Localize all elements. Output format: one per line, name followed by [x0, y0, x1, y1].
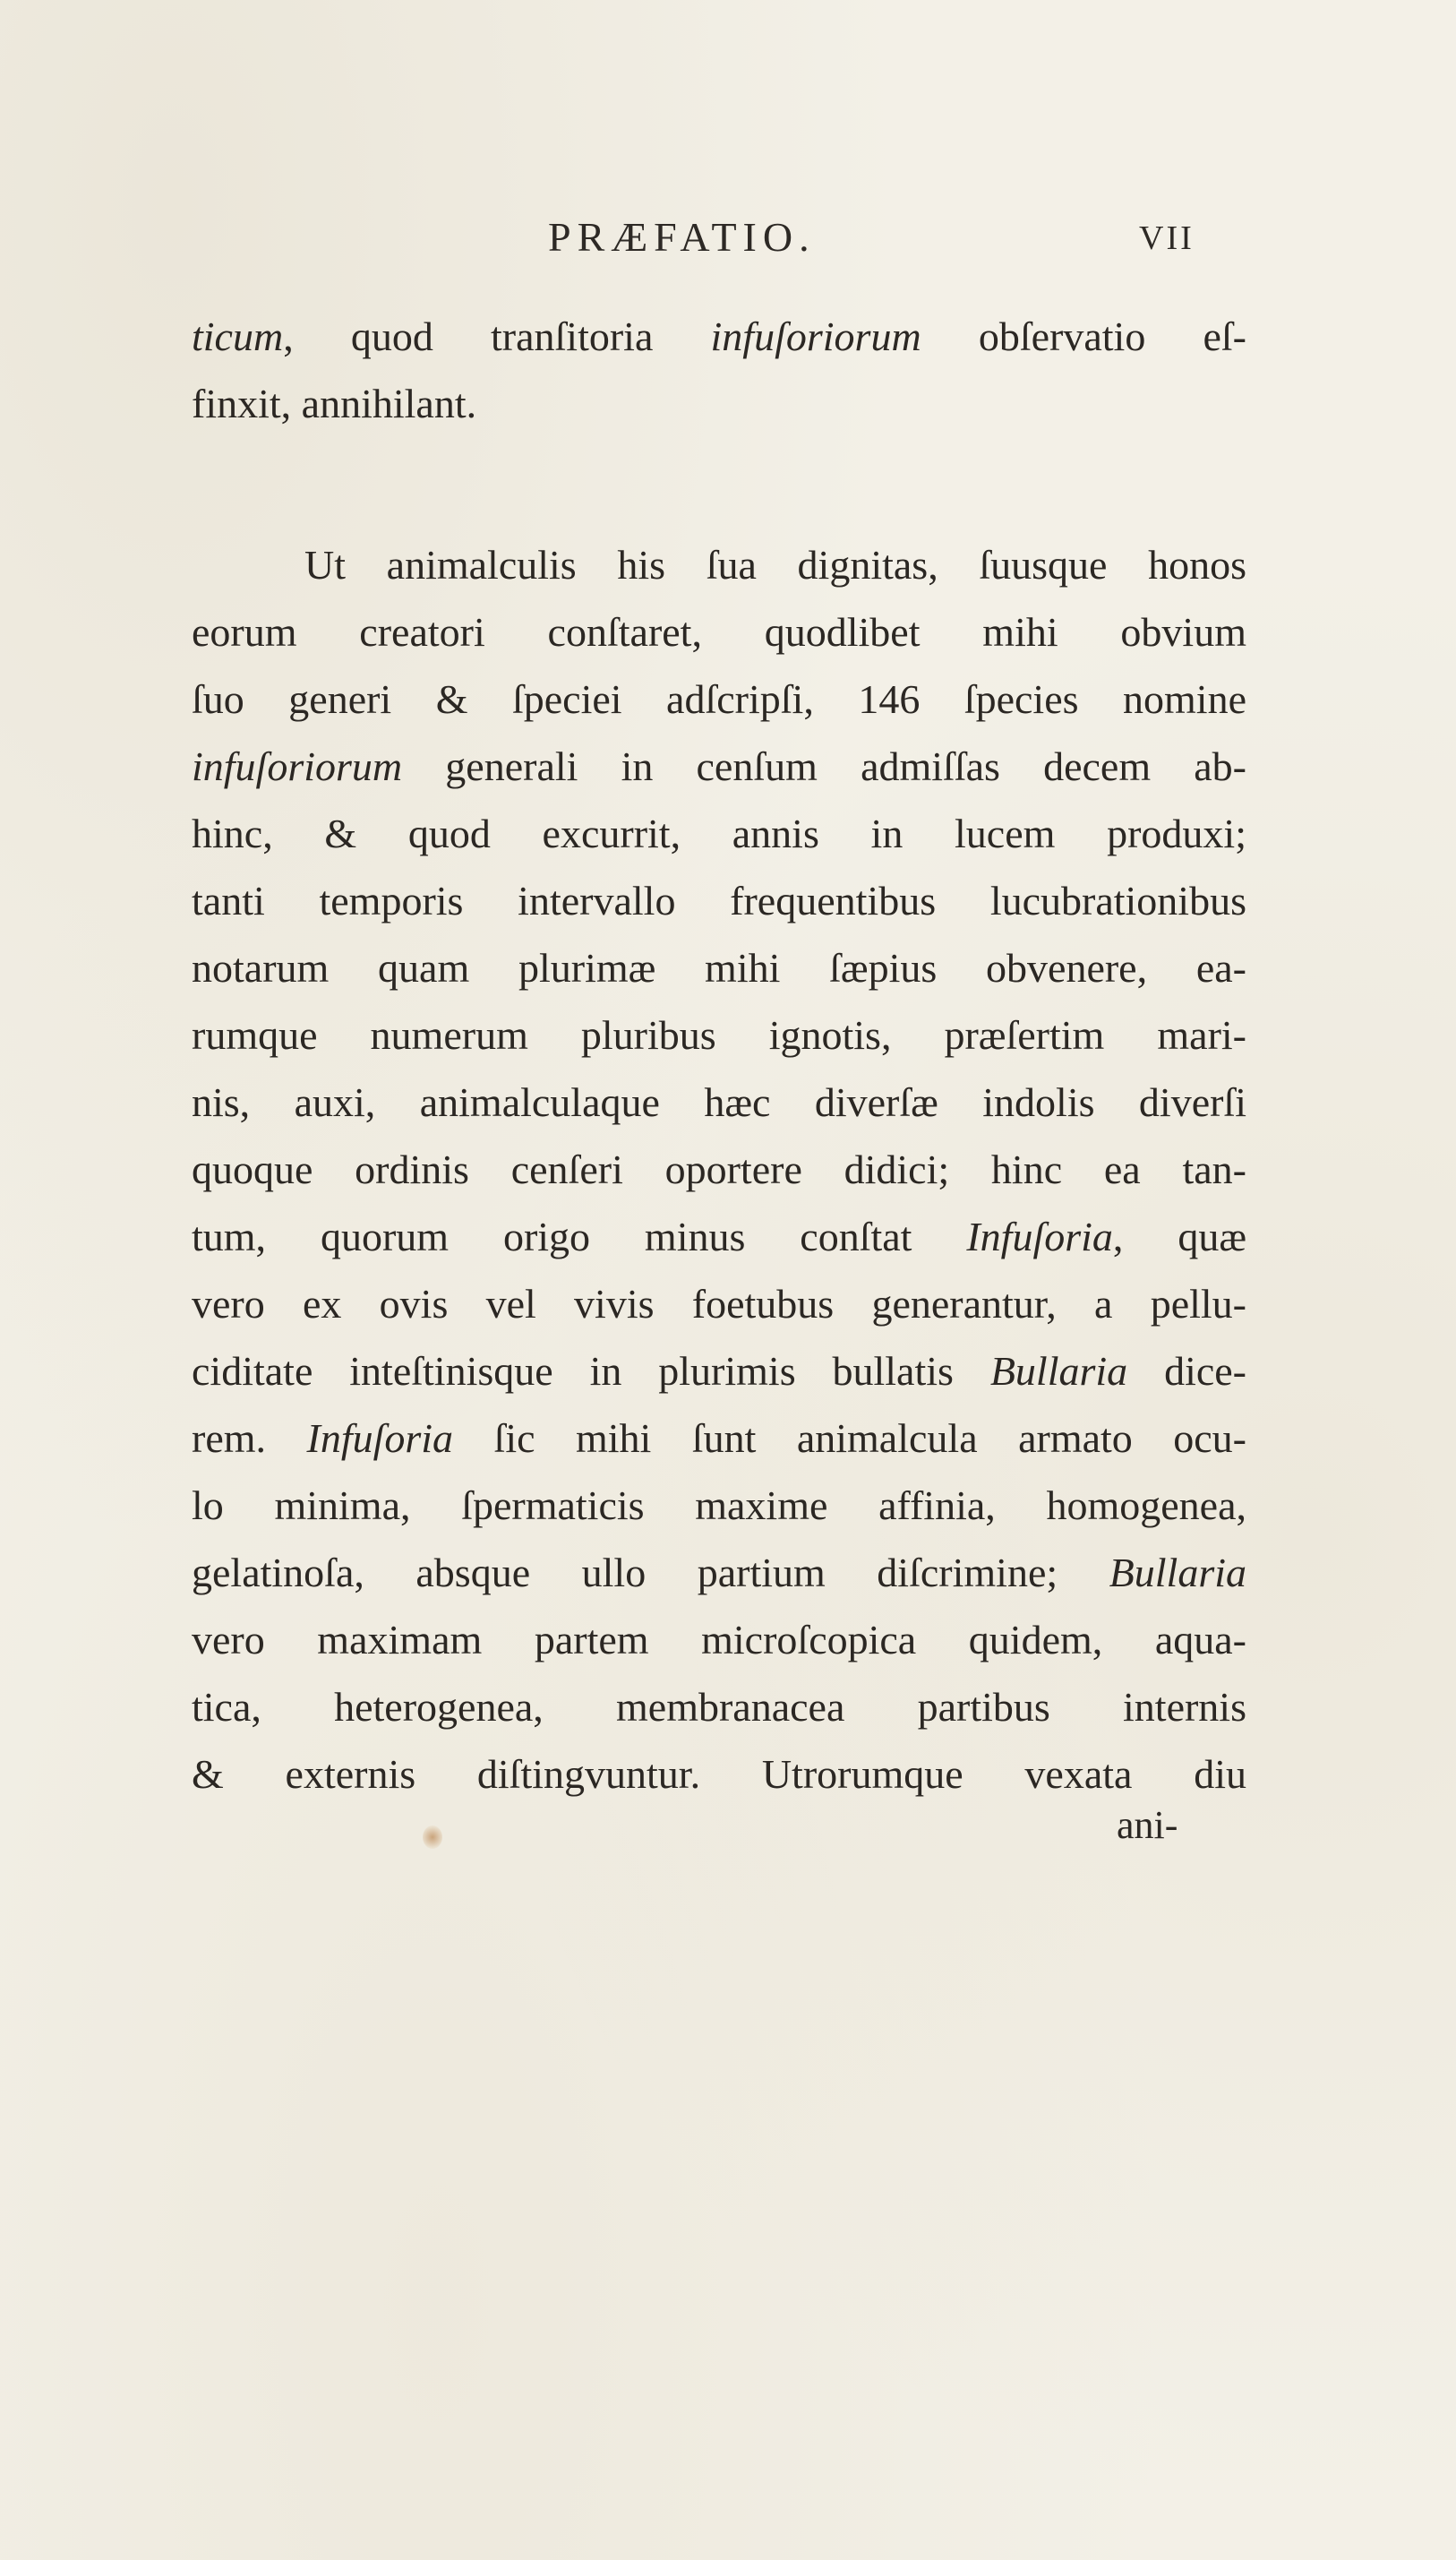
- text-line: [192, 1337, 1246, 1405]
- text-line: Ut animalculis his ſua dignitas, ſuusque honos: [304, 542, 1246, 588]
- text-line: [192, 733, 1246, 800]
- text-run: dice-: [1127, 1348, 1246, 1394]
- italic-word: Infuſoria: [306, 1415, 454, 1461]
- text-line: eorum creatori conſtaret, quodlibet mihi obvium: [192, 609, 1246, 655]
- text-run: ciditate inteſtinisque in plurimis bullatis: [192, 1348, 990, 1394]
- text-line: rumque numerum pluribus ignotis, præſertim mari-: [192, 1012, 1246, 1058]
- text-run: tum, quorum origo minus conſtat: [192, 1214, 967, 1259]
- text-line: finxit, annihilant.: [192, 381, 477, 426]
- italic-word: Infuſoria: [966, 1214, 1113, 1259]
- text-line: [192, 1405, 1246, 1472]
- running-title: PRÆFATIO.: [548, 214, 816, 260]
- body-text: [192, 303, 1246, 1808]
- text-run: generali in cenſum admiſſas decem ab-: [402, 743, 1246, 789]
- text-run: rem.: [192, 1415, 307, 1461]
- text-run: , quæ: [1112, 1214, 1246, 1259]
- text-line: [192, 1539, 1246, 1606]
- italic-word: Bullaria: [1109, 1550, 1246, 1595]
- paper-stain: [423, 1826, 442, 1849]
- italic-word: ticum: [192, 314, 284, 359]
- text-run: ſic mihi ſunt animalcula armato ocu-: [453, 1415, 1247, 1461]
- text-line: ſuo generi & ſpeciei adſcripſi, 146 ſpecies nomine: [192, 676, 1246, 722]
- running-head: [0, 213, 1456, 276]
- text-line: notarum quam plurimæ mihi ſæpius obvenere, ea-: [192, 945, 1246, 991]
- text-line: quoque ordinis cenſeri oportere didici; hinc ea tan-: [192, 1147, 1246, 1192]
- text-line: vero maximam partem microſcopica quidem, aqua-: [192, 1617, 1246, 1662]
- text-line: hinc, & quod excurrit, annis in lucem produxi;: [192, 811, 1246, 856]
- text-line: nis, auxi, animalculaque hæc diverſæ indolis diverſi: [192, 1079, 1246, 1125]
- catchword: ani-: [1117, 1803, 1178, 1847]
- italic-word: Bullaria: [989, 1348, 1128, 1394]
- text-run: , quod tranſitoria: [283, 314, 711, 359]
- text-line: & externis diſtingvuntur. Utrorumque vexata diu: [192, 1751, 1246, 1797]
- paragraph-gap: [192, 437, 1246, 531]
- text-line: vero ex ovis vel vivis foetubus generantur, a pellu-: [192, 1281, 1246, 1327]
- text-run: gelatinoſa, absque ullo partium diſcrimine;: [192, 1550, 1109, 1595]
- page-number: VII: [1139, 219, 1195, 257]
- text-line: tica, heterogenea, membranacea partibus internis: [192, 1684, 1246, 1730]
- text-line: tanti temporis intervallo frequentibus lucubrationibus: [192, 878, 1246, 923]
- text-line: lo minima, ſpermaticis maxime affinia, homogenea,: [192, 1482, 1246, 1528]
- italic-word: infuſoriorum: [192, 743, 403, 789]
- text-line: [192, 303, 1246, 370]
- italic-word: infuſoriorum: [710, 314, 921, 359]
- text-run: obſervatio eſ-: [921, 314, 1246, 359]
- text-line: [192, 1203, 1246, 1270]
